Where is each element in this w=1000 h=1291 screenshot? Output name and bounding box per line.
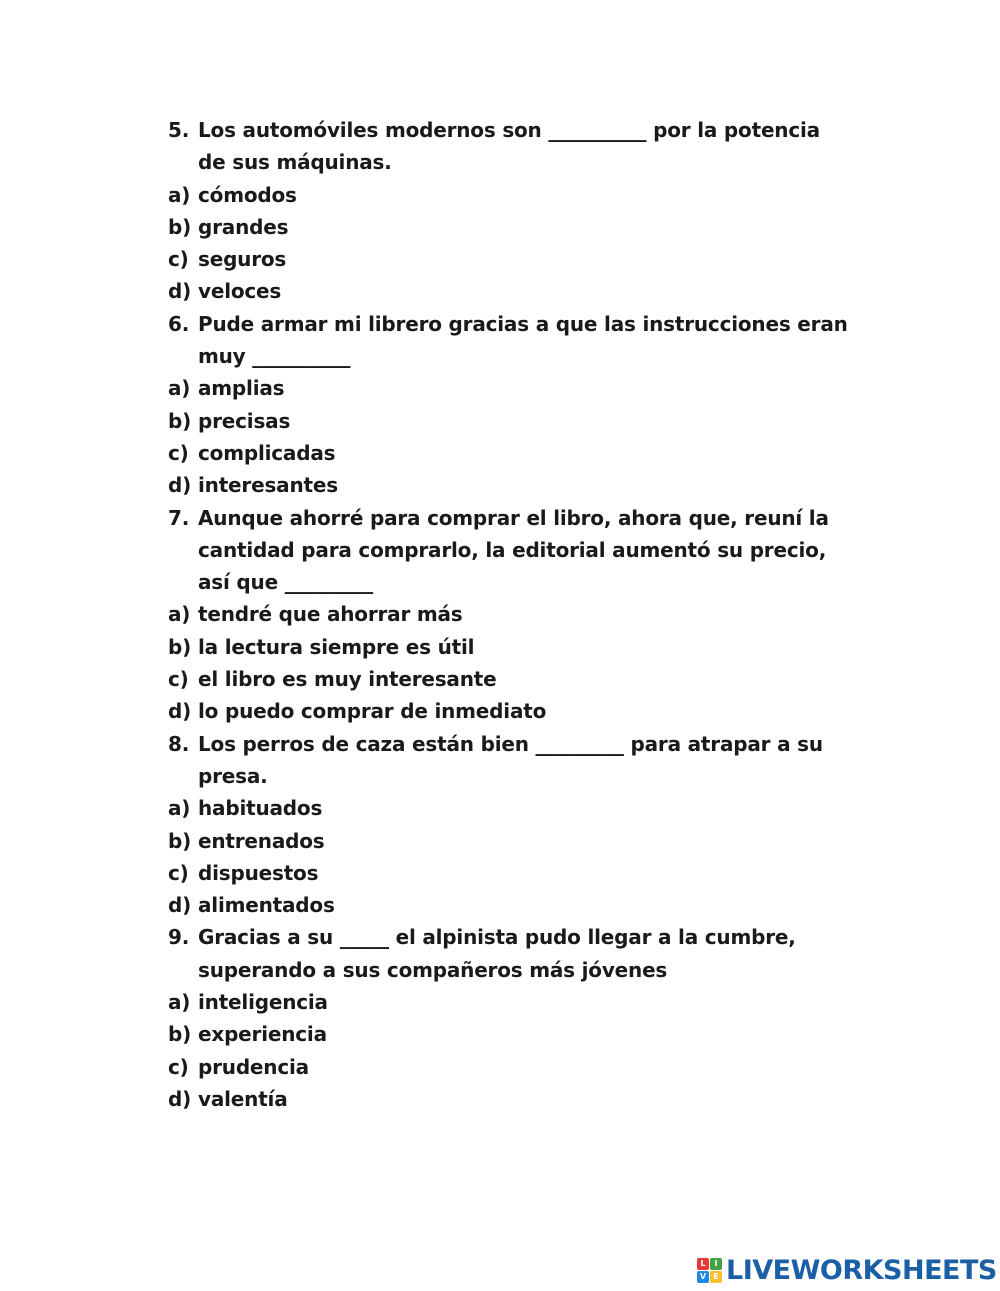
option-text: amplias <box>198 376 285 401</box>
option-text: cómodos <box>198 182 297 207</box>
option-letter: d) <box>168 473 192 498</box>
answer-option[interactable] <box>168 663 868 695</box>
indent <box>168 340 198 372</box>
question-text: Aunque ahorré para comprar el libro, ahora que, reuní la <box>198 505 829 530</box>
answer-option[interactable] <box>168 179 868 211</box>
option-text: valentía <box>198 1086 288 1111</box>
question-text: muy __________ <box>198 344 351 369</box>
question-9-line <box>168 954 868 986</box>
question-list <box>168 114 868 1115</box>
question-text: Pude armar mi librero gracias a que las instrucciones eran <box>198 311 848 336</box>
answer-option[interactable] <box>168 889 868 921</box>
option-text: prudencia <box>198 1054 309 1079</box>
question-text: de sus máquinas. <box>198 150 392 175</box>
option-letter: a) <box>168 602 191 627</box>
answer-option[interactable] <box>168 372 868 404</box>
option-letter: c) <box>168 440 189 465</box>
worksheet <box>168 114 868 1115</box>
indent <box>168 566 198 598</box>
question-6-line <box>168 308 868 340</box>
question-text: cantidad para comprarlo, la editorial aumentó su precio, <box>198 537 827 562</box>
option-text: experiencia <box>198 1022 327 1047</box>
indent <box>168 534 198 566</box>
option-text: seguros <box>198 247 287 272</box>
option-text: tendré que ahorrar más <box>198 602 463 627</box>
question-7-line <box>168 566 868 598</box>
question-9-line <box>168 921 868 953</box>
logo-text: LIVEWORKSHEETS <box>726 1254 997 1286</box>
question-text: así que _________ <box>198 570 373 595</box>
option-text: la lectura siempre es útil <box>198 634 475 659</box>
question-number: 8. <box>168 731 190 756</box>
indent <box>168 760 198 792</box>
answer-option[interactable] <box>168 243 868 275</box>
question-text: presa. <box>198 763 268 788</box>
indent <box>168 146 198 178</box>
option-text: el libro es muy interesante <box>198 667 497 692</box>
question-8-line <box>168 760 868 792</box>
answer-option[interactable] <box>168 1018 868 1050</box>
answer-option[interactable] <box>168 437 868 469</box>
option-letter: d) <box>168 699 192 724</box>
option-text: inteligencia <box>198 990 328 1015</box>
question-number: 7. <box>168 505 190 530</box>
answer-option[interactable] <box>168 211 868 243</box>
question-text: superando a sus compañeros más jóvenes <box>198 957 668 982</box>
option-text: alimentados <box>198 893 335 918</box>
option-letter: b) <box>168 828 192 853</box>
question-number: 6. <box>168 311 190 336</box>
logo-block: L <box>697 1258 709 1270</box>
option-text: entrenados <box>198 828 325 853</box>
option-letter: b) <box>168 214 192 239</box>
answer-option[interactable] <box>168 275 868 307</box>
answer-option[interactable] <box>168 598 868 630</box>
option-letter: b) <box>168 634 192 659</box>
question-8-line <box>168 728 868 760</box>
answer-option[interactable] <box>168 792 868 824</box>
option-text: veloces <box>198 279 282 304</box>
question-6-line <box>168 340 868 372</box>
option-text: grandes <box>198 214 289 239</box>
option-letter: c) <box>168 1054 189 1079</box>
answer-option[interactable] <box>168 986 868 1018</box>
option-letter: b) <box>168 1022 192 1047</box>
answer-option[interactable] <box>168 857 868 889</box>
question-number: 5. <box>168 118 190 142</box>
question-5-line <box>168 146 868 178</box>
option-text: lo puedo comprar de inmediato <box>198 699 547 724</box>
question-text: Gracias a su _____ el alpinista pudo llegar a la cumbre, <box>198 925 796 950</box>
answer-option[interactable] <box>168 469 868 501</box>
answer-option[interactable] <box>168 631 868 663</box>
option-letter: b) <box>168 408 192 433</box>
option-letter: a) <box>168 990 191 1015</box>
option-letter: a) <box>168 796 191 821</box>
option-letter: c) <box>168 860 189 885</box>
option-text: complicadas <box>198 440 336 465</box>
option-text: habituados <box>198 796 323 821</box>
answer-option[interactable] <box>168 825 868 857</box>
option-letter: c) <box>168 667 189 692</box>
indent <box>168 954 198 986</box>
question-7-line <box>168 534 868 566</box>
answer-option[interactable] <box>168 695 868 727</box>
logo-block: E <box>710 1271 722 1283</box>
question-text: Los automóviles modernos son __________ por la potencia <box>198 118 820 142</box>
question-7-line <box>168 502 868 534</box>
answer-option[interactable] <box>168 1051 868 1083</box>
option-text: dispuestos <box>198 860 319 885</box>
option-letter: d) <box>168 1086 192 1111</box>
answer-option[interactable] <box>168 405 868 437</box>
option-text: precisas <box>198 408 291 433</box>
option-letter: c) <box>168 247 189 272</box>
answer-option[interactable] <box>168 1083 868 1115</box>
liveworksheets-logo <box>697 1252 997 1288</box>
option-letter: d) <box>168 279 192 304</box>
logo-block: I <box>710 1258 722 1270</box>
logo-block: V <box>697 1271 709 1283</box>
question-5-line <box>168 114 868 146</box>
option-letter: a) <box>168 182 191 207</box>
logo-blocks-icon <box>697 1258 722 1283</box>
option-letter: a) <box>168 376 191 401</box>
question-text: Los perros de caza están bien _________ para atrapar a su <box>198 731 823 756</box>
option-text: interesantes <box>198 473 338 498</box>
option-letter: d) <box>168 893 192 918</box>
question-number: 9. <box>168 925 190 950</box>
